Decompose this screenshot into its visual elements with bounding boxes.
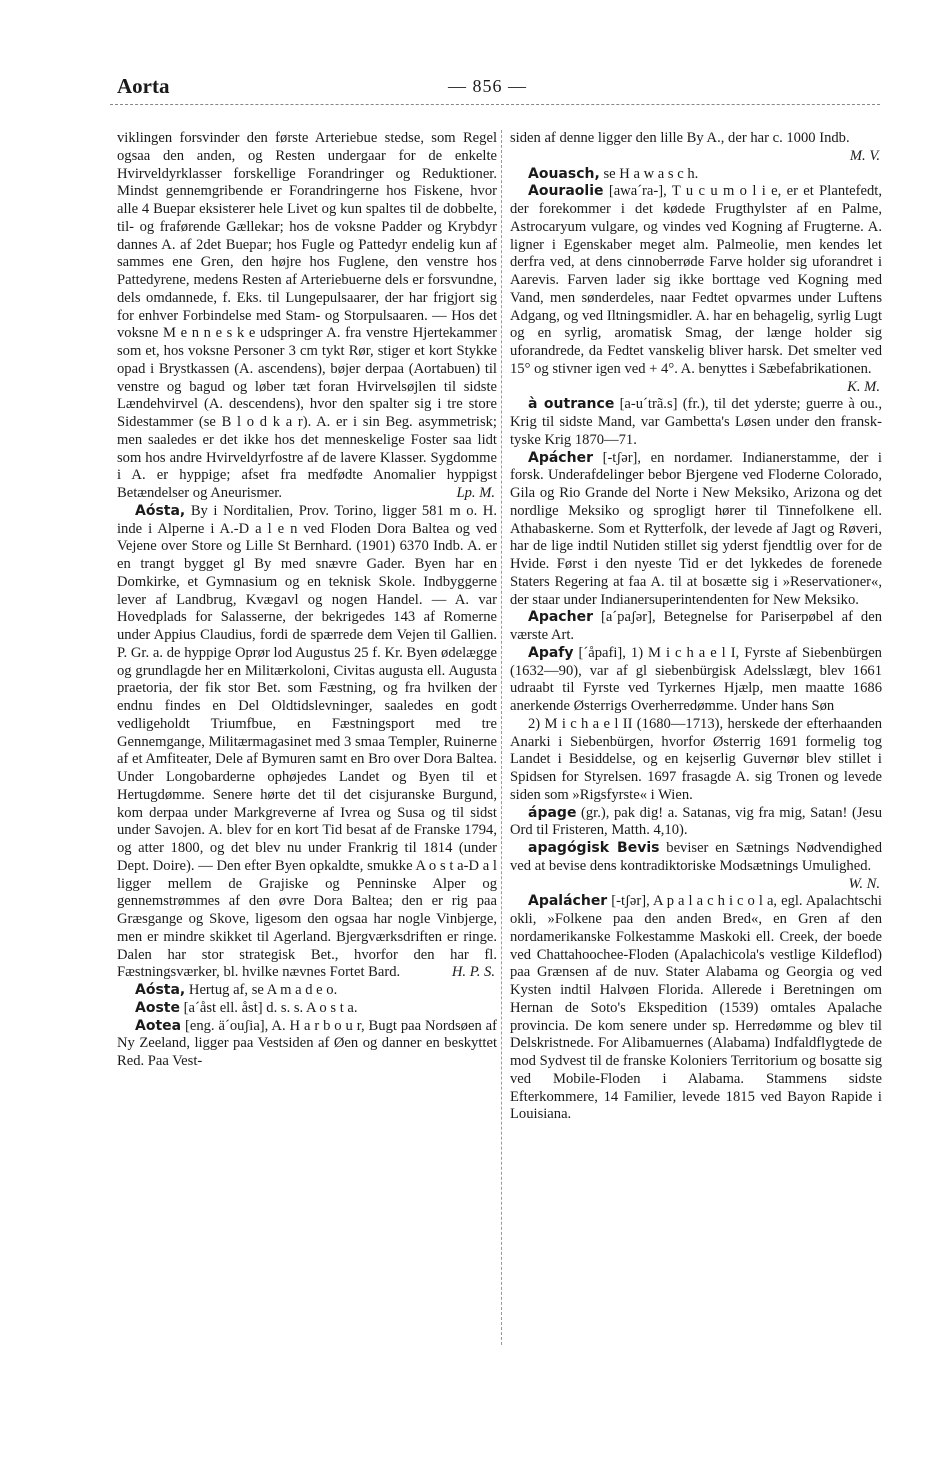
- entry-aoste: [117, 1000, 497, 1018]
- entry-aorta-continued: [117, 130, 497, 503]
- author-signature: W. N.: [848, 875, 880, 892]
- page-number: — 856 —: [448, 76, 527, 96]
- entry-apafy: [510, 645, 882, 716]
- left-column: [117, 130, 497, 1071]
- entry-aouraolie: [510, 183, 882, 395]
- entry-text: [´åpafi], 1) M i c h a e l I, Fyrste af Siebenbürgen (1632—90), var af gl siebenbürgisk Adelsslægt, blev 1661 udraabt til Fyrste ved Tyrkernes Hjælp, men maatte 1686 anerkende Østerrigs Overherredømme. Under hans Søn: [510, 644, 882, 714]
- entry-apalacher: [510, 893, 882, 1124]
- entry-aosta: [117, 503, 497, 982]
- headword: Aotea: [135, 1017, 182, 1034]
- headword: Aoste: [135, 999, 180, 1016]
- author-signature: K. M.: [847, 378, 880, 395]
- entry-text: [a-u´trã.s] (fr.), til det yderste; guerre à ou., Krig til sidste Mand, var Gambetta's Løsen under den fransk-tyske Krig 1870—71.: [510, 396, 882, 448]
- entry-aosta-duke: [117, 982, 497, 1000]
- entry-apacher-paris: [510, 609, 882, 645]
- author-signature: Lp. M.: [456, 485, 495, 501]
- column-divider: [501, 130, 502, 1345]
- author-signature: H. P. S.: [451, 964, 495, 981]
- headword: Aouraolie: [528, 183, 604, 200]
- entry-apafy-second: [510, 716, 882, 805]
- right-column: [510, 130, 882, 1124]
- headword: Apalácher: [528, 893, 608, 910]
- headword: ápage: [528, 804, 577, 821]
- entry-text: Hertug af, se A m a d e o.: [188, 982, 338, 998]
- entry-text: [a´åst ell. åst] d. s. s. A o s t a.: [183, 999, 358, 1016]
- entry-aouasch: [510, 166, 882, 184]
- header-rule: [110, 104, 880, 105]
- entry-apagogisk: [510, 840, 882, 892]
- entry-a-outrance: [510, 396, 882, 449]
- entry-text: (gr.), pak dig! a. Satanas, vig fra mig, Satan! (Jesu Ord til Fristeren, Matth. 4,10).: [510, 804, 882, 839]
- entry-text: 2) M i c h a e l II (1680—1713), herskede der efterhaanden Anarki i Siebenbürgen, hvorfor Østerrig 1691 formelig tog Landet i Besiddelse, og en kejserlig Guvernør blev stillet i Spidsen for Styrelsen. 1697 frasagde A. sig Tronen og levede siden som »Rigsfyrste« i Wien.: [510, 715, 882, 803]
- headword: à outrance: [528, 396, 615, 413]
- entry-text: se H a w a s c h.: [603, 165, 699, 182]
- entry-text: [-tʃər], A p a l a c h i c o l a, egl. Apalachtschi okli, »Folkene paa den anden Bred«, en Gren af den nordamerikanske Folkestamme Maskoki ell. Creek, der boede ved Chattahoochee-Floden (Apalachicola's vestlige Kildeflod) paa Grænsen af de nuv. Stater Alabama og Georgia og ved Kysten indtil Halvøen Florida. Allerede i Beretningen om Hernan de Soto's Ekspedition (1539) omtales Apalache provincia. De kom senere under sp. Herredømme og blev til Delskristnede. For Alibamuernes (Alabama) Indfaldflygtede de mod Sydvest til de franske Koloniers Territorium og bosatte sig ved Mobile-Floden i Alabama. Stammens sidste Efterkommere, 14 Familier, levede 1815 ved Bayon Rapide i Louisiana.: [510, 893, 882, 1123]
- entry-text: siden af denne ligger den lille By A., der har c. 1000 Indb.: [510, 130, 850, 146]
- entry-apacher-tribe: [510, 450, 882, 610]
- headword: Aósta,: [135, 502, 186, 519]
- entry-apage: [510, 805, 882, 841]
- headword: Aouasch,: [528, 165, 600, 182]
- entry-text: [-tʃər], en nordamer. Indianerstamme, der i forsk. Underafdelinger bebor Bjergene ved Floderne Colorado, Gila og Rio Grande del Norte i New Meksiko, Arizona og det nordlige Meksiko og sprogligt hører til Tinnefolkene ell. Athabaskerne. Som et Rytterfolk, der levede af Jagt og Røveri, har de lige indtil Nutiden stillet sig yderst fjendtlig over for de Hvide. Først i den nyeste Tid er det lykkedes de forenede Staters Regering at faa A. til at bosætte sig i »Reservationer«, der staar under Indianersuperintendenten for New Meksiko.: [510, 449, 882, 608]
- running-head: Aorta: [117, 74, 170, 98]
- headword: apagógisk Bevis: [528, 840, 660, 856]
- headword: Apacher: [528, 609, 593, 626]
- entry-text: beviser en Sætnings Nødvendighed ved at bevise dens kontradiktoriske Modsætnings Umulighed.: [510, 840, 882, 874]
- entry-text: [eng. ä´ouʃia], A. H a r b o u r, Bugt paa Nordsøen af Ny Zeeland, ligger paa Vestsiden af Øen og danner en beskyttet Red. Paa Vest-: [117, 1017, 497, 1069]
- entry-text: By i Norditalien, Prov. Torino, ligger 581 m o. H. inde i Alperne i A.-D a l e n ved Floden Dora Baltea og ved Vejene over Store og Lille St Bernhard. (1901) 6370 Indb. A. er en trangt bygget gl By med snævre Gader. Byen har en Domkirke, et Gymnasium og en teknisk Skole. Indbyggerne lever af Landbrug, Kvægavl og nogen Handel. — A. var Hovedplads for Salasserne, der bekrigedes 143 af Romerne under Appius Claudius, fordi de spærrede dem Vejen til Gallien. P. Gr. a. de hyppige Oprør lod Augustus 25 f. Kr. Byen ødelægge og grundlagde her en Militærkoloni, Civitas augusta ell. Augusta praetoria, der fik stor Bet. som Fæstning, og fra hvilken der endnu findes en Del Oldtidslevninger, saaledes en godt vedligeholdt Triumfbue, en Fæstningsport med tre Gennemgange, Militærmagasinet med 3 smaa Templer, Ruinerne af et Amfiteater, Dele af Bymuren samt en Bro over Dora Baltea. Under Longobarderne ophøjedes Landet og Byen til et Hertugdømme. Senere hørte det til det cisjuranske Burgund, kom derpaa under Markgreverne af Ivrea og Susa og til sidst under Savojen. A. blev for en kort Tid besat af de Franske 1794, og atter 1800, og det blev nu under Frankrig til 1814 (under Dept. Doire). — Den efter Byen opkaldte, smukke A o s t a-D a l ligger mellem de Grajiske og Penninske Alper og gennemstrømmes af den øvre Dora Baltea; den er rig paa Græsgange og Skove, ligesom den ogsaa har nogle Vinbjerge, men er mindre skikket til Agerland. Bjergværksdriften er ringe. Dalen har stor strategisk Bet., hvorfor den har fl. Fæstningsværker, bl. hvilke nævnes Fortet Bard.: [117, 502, 497, 981]
- headword: Apafy: [528, 644, 574, 661]
- author-signature: M. V.: [849, 147, 880, 164]
- headword: Apácher: [528, 449, 593, 466]
- entry-aotea-continued: [510, 130, 882, 164]
- headword: Aósta,: [135, 982, 186, 998]
- entry-text: [awa´ra-], T u c u m o l i e, er et Plantefedt, der forekommer i det kødede Frugthylster af en Palme, Astrocaryum vulgare, og vindes ved Kogning af Frugterne. A. ligner i Egenskaber meget alm. Palmeolie, men kendes let derfra ved, at dens cinnoberrøde Farve holder sig uforandret i Aarevis. Farven lader sig ikke borttage ved Kogning med Vand, men sønderdeles, naar Fedtet opvarmes under Luftens Adgang, og ved Iltningsmidler. A. har en behagelig, syrlig Lugt og en syrlig, aromatisk Smag, der længe holder sig uforandrede, da Fedtet vanskelig bliver harsk. Det smelter ved 15° og stivner igen ved + 4°. A. benyttes i Sæbefabrikationen.: [510, 183, 882, 377]
- entry-aotea: [117, 1018, 497, 1071]
- entry-text: [a´paʃər], Betegnelse for Pariserpøbel af den værste Art.: [510, 609, 882, 643]
- entry-text: viklingen forsvinder den første Arteriebue stedse, som Regel ogsaa den anden, og Resten undergaar for de enkelte Hvirveldyrklasser forskellige Forandringer og Reduktioner. Mindst gennemgribende er Forandringerne hos Fiskene, hvor alle 4 Buepar eksisterer hele Livet og kun spaltes til de dobbelte, til- og fraførende Gællekar; hos de voksne Padder og Krybdyr dannes A. af 2det Buepar; hos Fugle og Pattedyr endelig kun af sammes ene Gren, den højre hos Fuglene, den venstre hos Pattedyrene, medens Resten af Arteriebuerne dels er forsvundne, dels omdannede, f. Eks. til Lungepulsaarer, der har frigjort sig for enhver Forbindelse med Stam- og Storpulsaaren. — Hos det voksne M e n n e s k e udspringer A. fra venstre Hjertekammer som et, hos voksne Personer 3 cm tykt Rør, stiger et kort Stykke opad i Brystkassen (A. ascendens), bøjer derpaa (Aortabuen) til venstre og bagud og løber tæt foran Hvirvelsøjlen til sidste Lændehvirvel (A. descendens), hvor den spalter sig i tre store Sidestammer (se B l o d k a r). A. er i sin Beg. asymmetrisk; men saaledes er det ikke hos det menneskelige Foster saa lidt som hos andre Hvirveldyrfostre af de lavere Klasser. Sygdomme i A. er hyppige; afset fra medfødte Anomalier hyppigst Betændelser og Aneurismer.: [117, 130, 497, 501]
